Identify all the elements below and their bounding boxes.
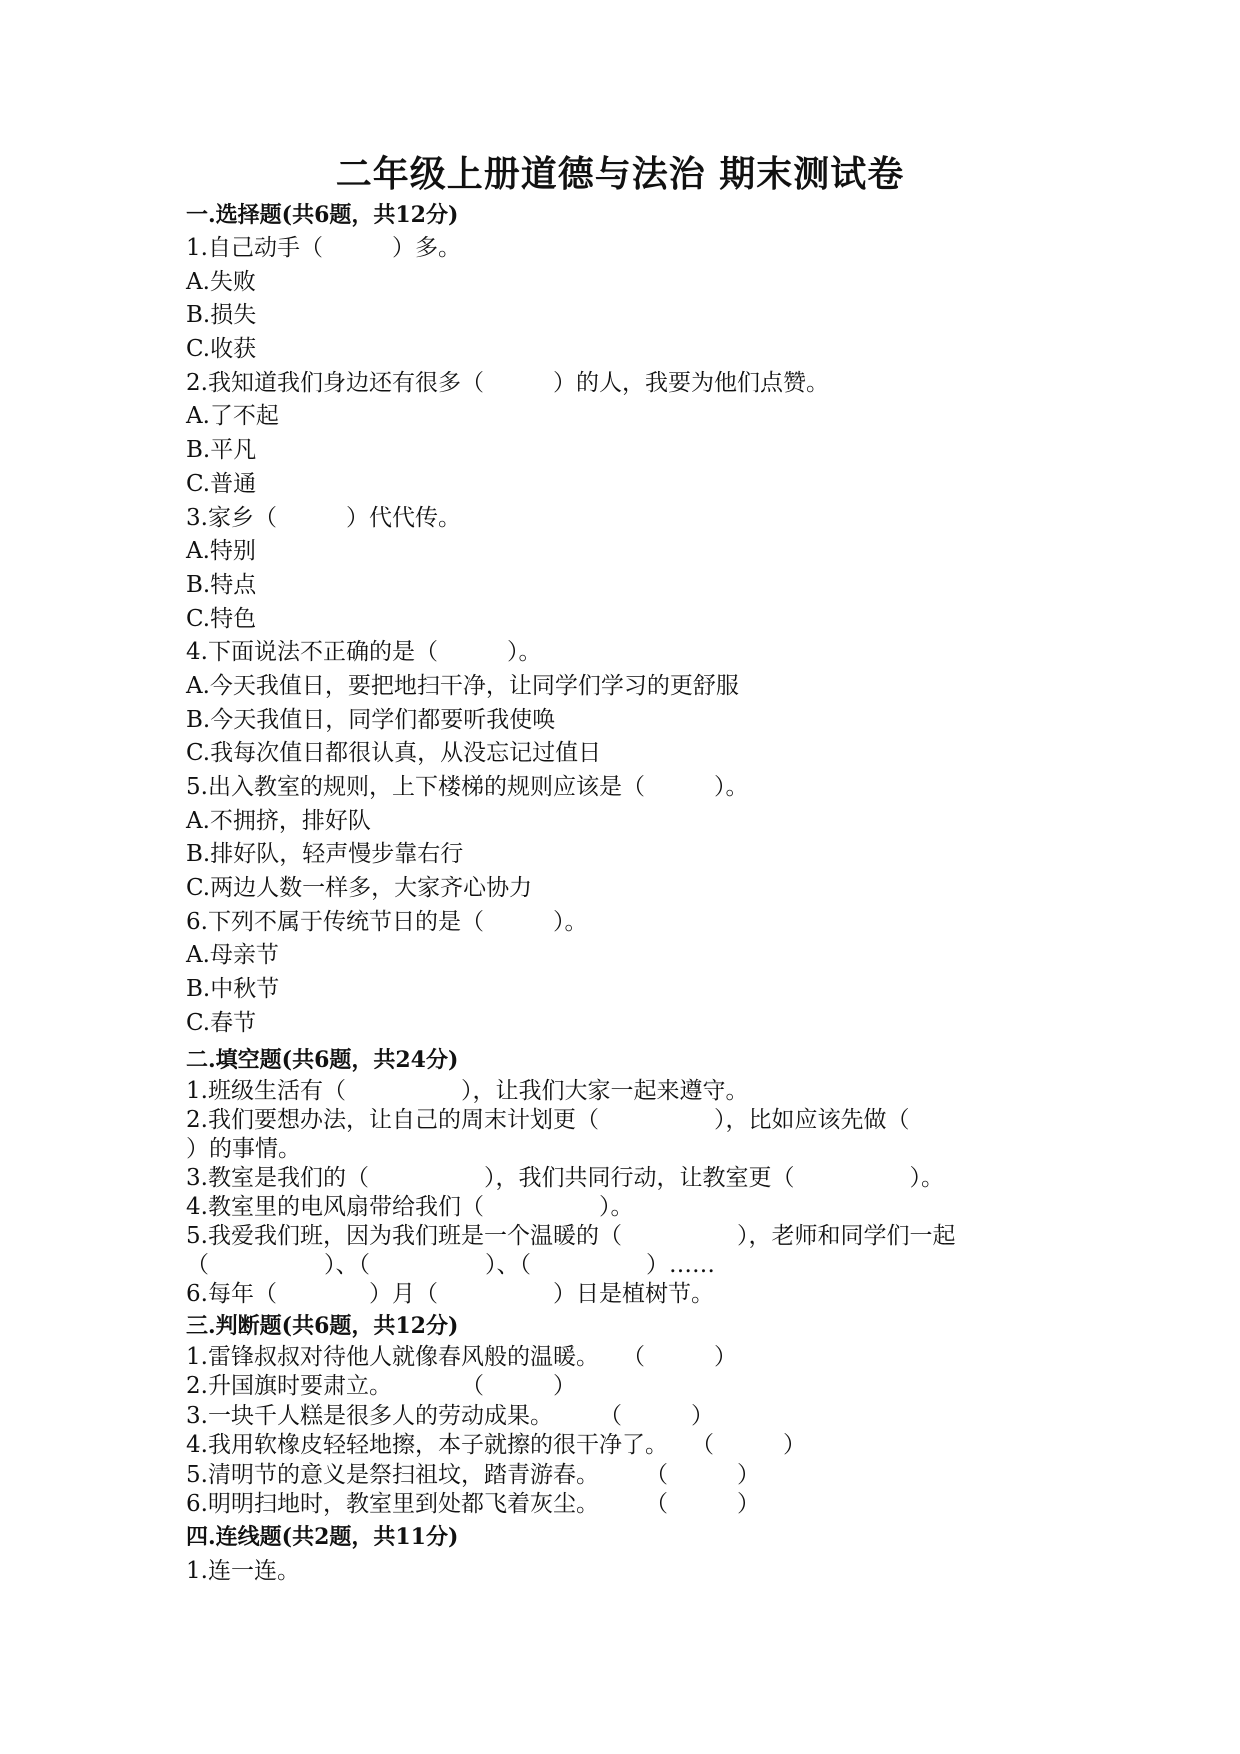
question-text: 2.升国旗时要肃立。 （ ） [186,1373,576,1399]
answer-option: C.两边人数一样多，大家齐心协力 [186,875,533,902]
section-true-false [186,1309,1086,1520]
answer-option: C.我每次值日都很认真，从没忘记过值日 [186,740,602,767]
section-heading: 三.判断题(共6题，共12分) [186,1312,459,1339]
answer-option: C.收获 [186,336,257,363]
question-text: 5.出入教室的规则，上下楼梯的规则应该是（ ）。 [186,774,749,800]
question-text: 1.雷锋叔叔对待他人就像春风般的温暖。 （ ） [186,1343,737,1370]
answer-option: B.排好队，轻声慢步靠右行 [186,841,464,868]
answer-option: B.今天我值日，同学们都要听我使唤 [186,706,556,733]
question-text: 4.教室里的电风扇带给我们（ ）。 [186,1193,634,1220]
question-text-continued: ）的事情。 [186,1135,301,1162]
question-text: 1.连一连。 [186,1557,300,1584]
answer-option: B.损失 [186,302,257,329]
answer-option: A.失败 [186,268,256,295]
question-text: 2.我们要想办法，让自己的周末计划更（ ），比如应该先做（ [186,1106,910,1133]
section-heading: 二.填空题(共6题，共24分) [186,1046,459,1073]
answer-option: A.特别 [186,538,256,565]
answer-option: A.不拥挤，排好队 [186,807,371,834]
answer-option: C.春节 [186,1009,257,1036]
question-text: 5.我爱我们班，因为我们班是一个温暖的（ ），老师和同学们一起 [186,1222,956,1249]
section-heading: 一.选择题(共6题，共12分) [186,202,459,228]
question-text: 3.家乡（ ）代代传。 [186,504,461,531]
question-text-continued: （ ）、（ ）、（ ）…… [186,1251,715,1278]
answer-option: C.普通 [186,470,257,497]
answer-option: B.平凡 [186,437,257,464]
question-text: 3.一块千人糕是很多人的劳动成果。 （ ） [186,1402,714,1429]
question-text: 6.每年（ ）月（ ）日是植树节。 [186,1280,714,1307]
page-title: 二年级上册道德与法治 期末测试卷 [335,153,905,195]
question-text: 4.下面说法不正确的是（ ）。 [186,639,542,666]
section-matching [186,1520,1086,1588]
question-text: 6.下列不属于传统节日的是（ ）。 [186,908,588,935]
exam-content [186,198,1086,1588]
answer-option: A.了不起 [186,403,279,430]
answer-option: B.特点 [186,571,257,598]
answer-option: B.中秋节 [186,976,280,1003]
question-text: 5.清明节的意义是祭扫祖坟，踏青游春。 （ ） [186,1461,760,1488]
question-text: 3.教室是我们的（ ），我们共同行动，让教室更（ ）。 [186,1164,944,1191]
question-text: 4.我用软橡皮轻轻地擦，本子就擦的很干净了。 （ ） [186,1432,806,1458]
question-text: 1.自己动手（ ）多。 [186,235,461,261]
question-text: 6.明明扫地时，教室里到处都飞着灰尘。 （ ） [186,1491,760,1517]
section-fill-in-blank [186,1043,1086,1309]
section-heading: 四.连线题(共2题，共11分) [186,1523,459,1550]
answer-option: A.母亲节 [186,942,279,969]
answer-option: A.今天我值日，要把地扫干净，让同学们学习的更舒服 [186,672,739,699]
section-multiple-choice [186,198,1086,1041]
question-text: 1.班级生活有（ ），让我们大家一起来遵守。 [186,1077,749,1104]
answer-option: C.特色 [186,605,257,632]
question-text: 2.我知道我们身边还有很多（ ）的人，我要为他们点赞。 [186,369,829,396]
